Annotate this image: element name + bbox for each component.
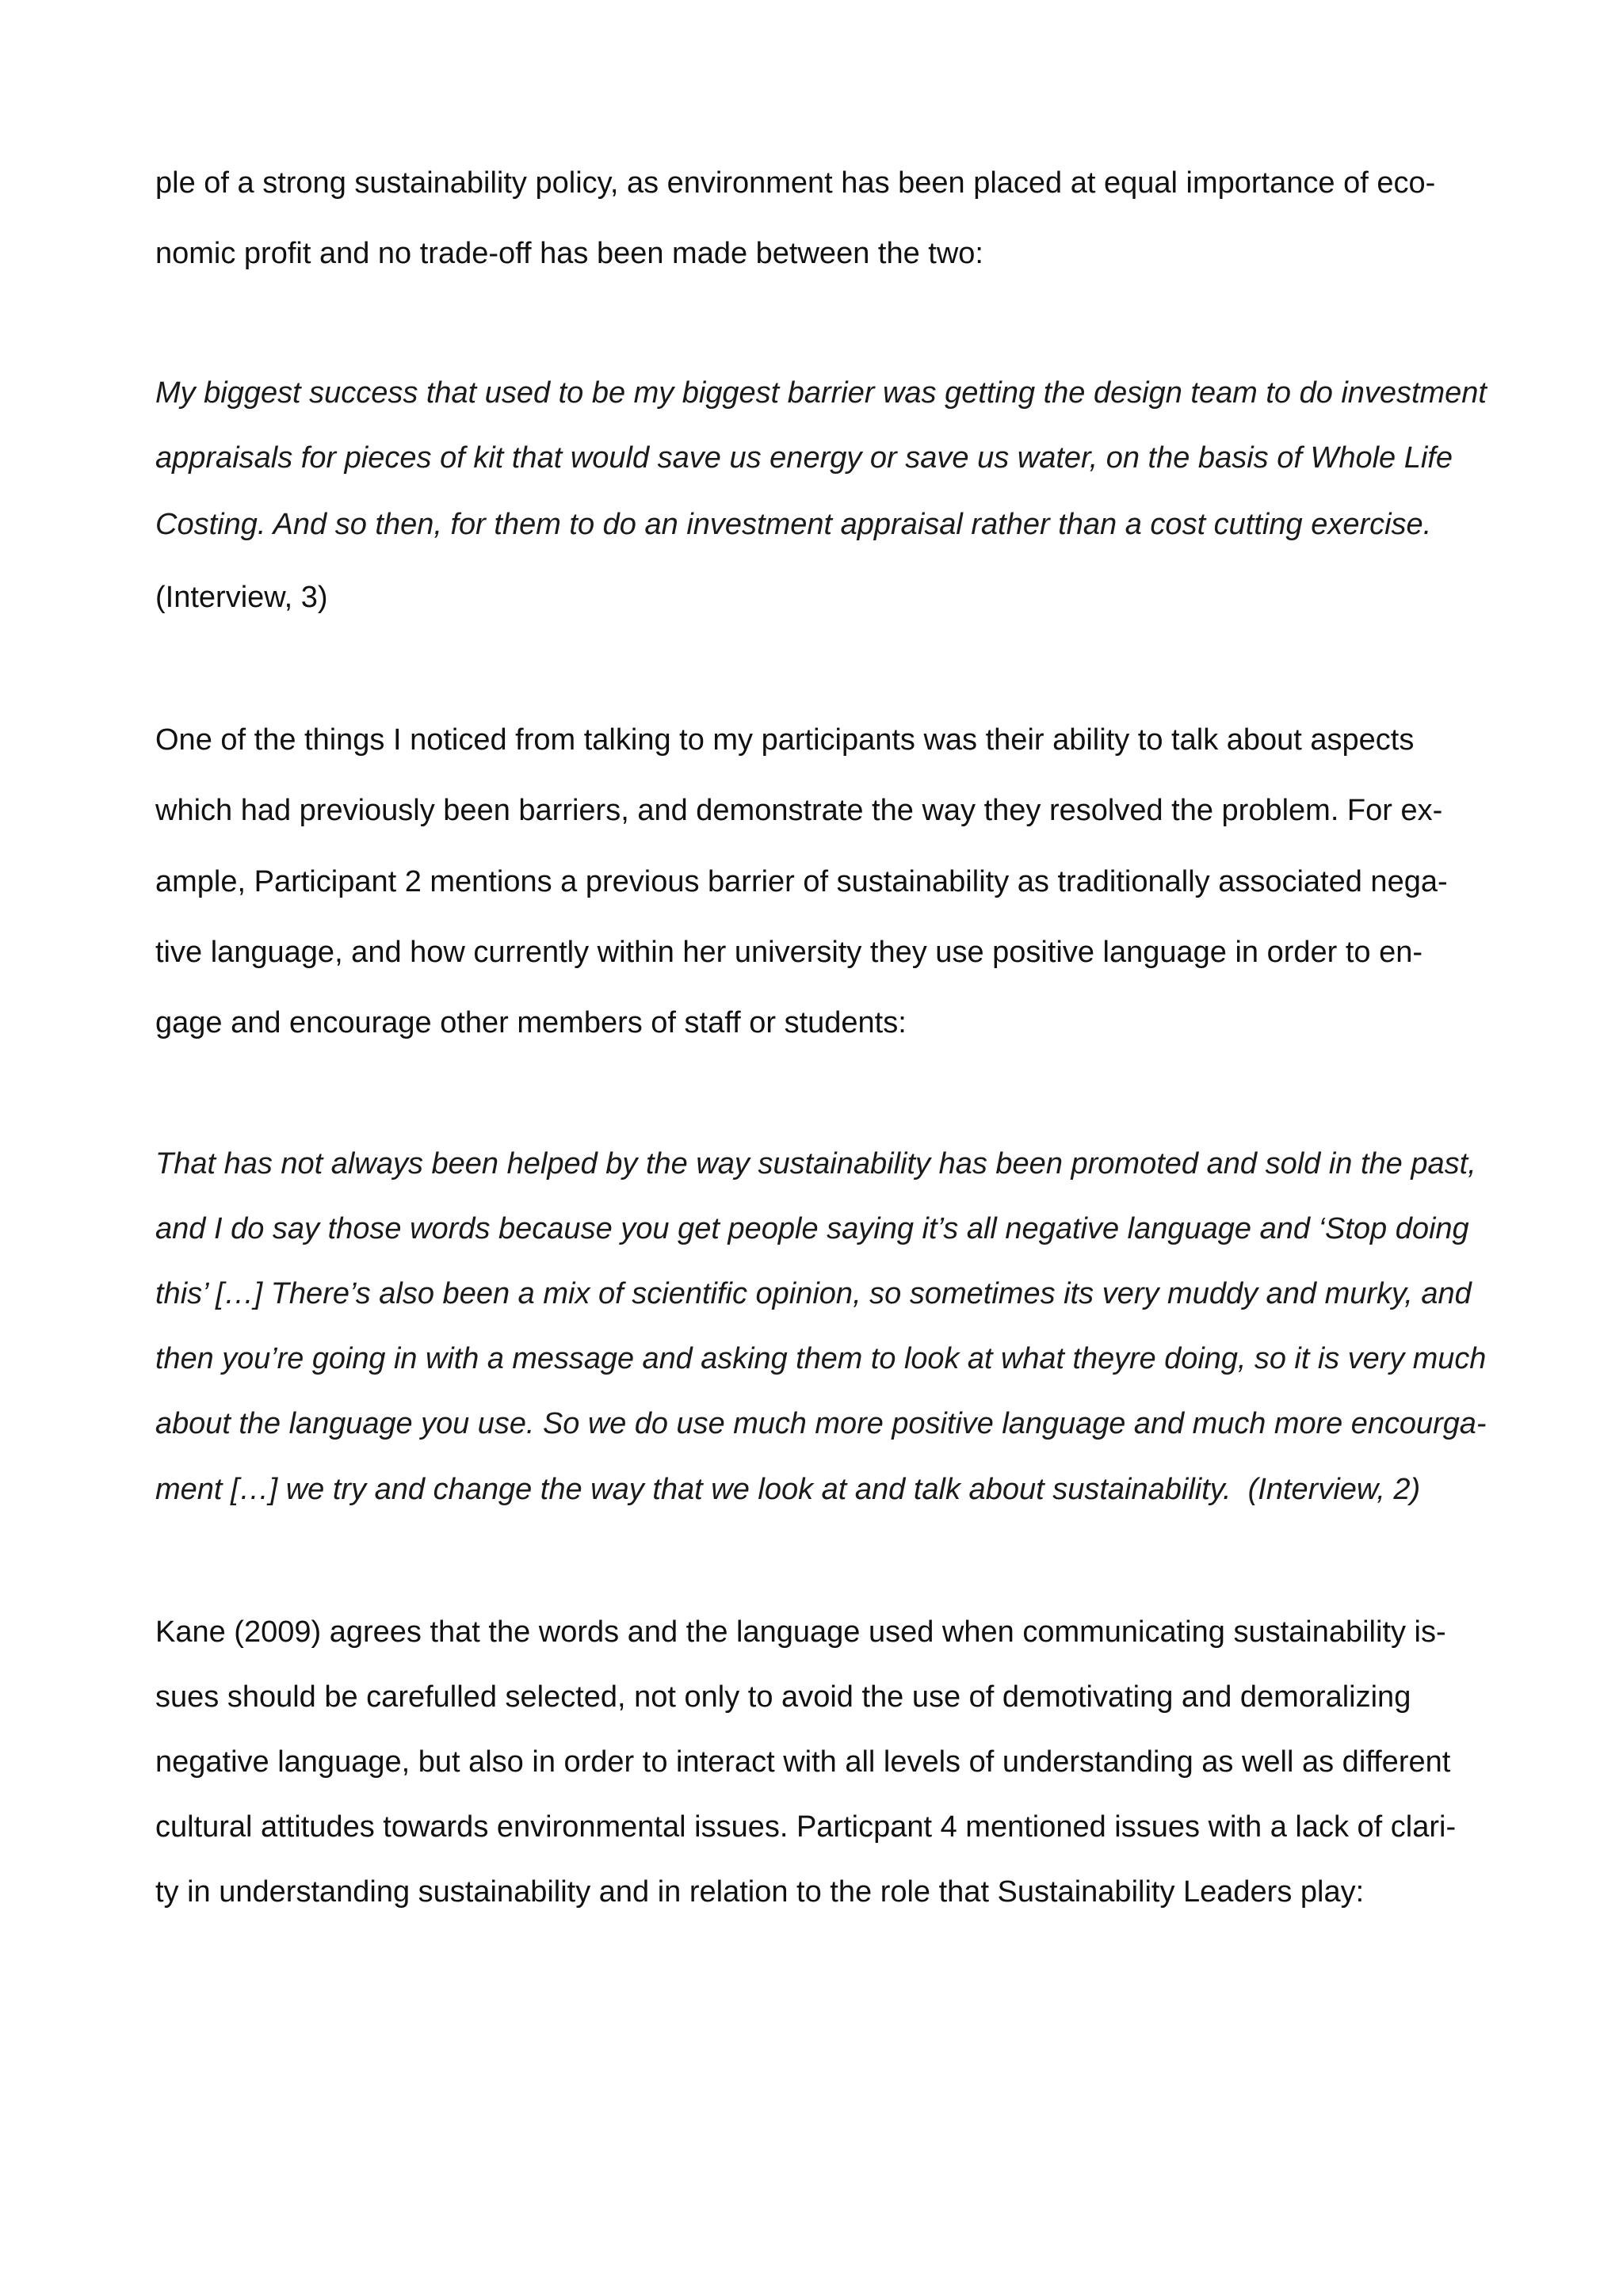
quote-2-citation: (Interview, 2) xyxy=(1247,1473,1421,1506)
paragraph-3-line-2: sues should be carefulled selected, not only to avoid the use of demotivating and demoralizing xyxy=(155,1680,1411,1714)
quote-2-line-5: about the language you use. So we do use much more positive language and much more encourga- xyxy=(155,1407,1487,1440)
paragraph-1-line-2: nomic profit and no trade-off has been made between the two: xyxy=(155,237,983,270)
paragraph-1-line-1: ple of a strong sustainability policy, as environment has been placed at equal importance of eco- xyxy=(155,166,1436,200)
quote-1-line-3: Costing. And so then, for them to do an investment appraisal rather than a cost cutting exercise. xyxy=(155,508,1432,541)
paragraph-2-line-4: tive language, and how currently within her university they use positive language in order to en- xyxy=(155,936,1423,969)
quote-2-line-4: then you’re going in with a message and asking them to look at what theyre doing, so it is very much xyxy=(155,1342,1487,1375)
quote-1-line-2: appraisals for pieces of kit that would save us energy or save us water, on the basis of Whole Life xyxy=(155,441,1453,475)
paragraph-2-line-3: ample, Participant 2 mentions a previous barrier of sustainability as traditionally associated nega- xyxy=(155,865,1448,898)
quote-2-line-3: this’ […] There’s also been a mix of scientific opinion, so sometimes its very muddy and murky, and xyxy=(155,1277,1472,1310)
quote-2-line-1: That has not always been helped by the way sustainability has been promoted and sold in the past, xyxy=(155,1147,1476,1180)
paragraph-2-line-1: One of the things I noticed from talking to my participants was their ability to talk about aspects xyxy=(155,723,1415,757)
quote-2-line-2: and I do say those words because you get people saying it’s all negative language and ‘Stop doing xyxy=(155,1212,1469,1245)
quote-2-line-6-text: ment […] we try and change the way that we look at and talk about sustainability. xyxy=(155,1473,1232,1506)
quote-2-line-6 xyxy=(155,1470,1420,1508)
quote-1-line-1: My biggest success that used to be my biggest barrier was getting the design team to do investment xyxy=(155,376,1487,410)
paragraph-2-line-2: which had previously been barriers, and demonstrate the way they resolved the problem. For ex- xyxy=(155,794,1443,827)
paragraph-3-line-4: cultural attitudes towards environmental issues. Particpant 4 mentioned issues with a lack of clari- xyxy=(155,1810,1457,1844)
paragraph-2-line-5: gage and encourage other members of staff or students: xyxy=(155,1006,907,1039)
paragraph-3-line-1: Kane (2009) agrees that the words and the language used when communicating sustainability is- xyxy=(155,1615,1446,1649)
paragraph-3-line-5: ty in understanding sustainability and in relation to the role that Sustainability Leaders play: xyxy=(155,1875,1365,1909)
quote-1-citation: (Interview, 3) xyxy=(155,581,328,614)
paragraph-3-line-3: negative language, but also in order to interact with all levels of understanding as well as different xyxy=(155,1745,1451,1779)
